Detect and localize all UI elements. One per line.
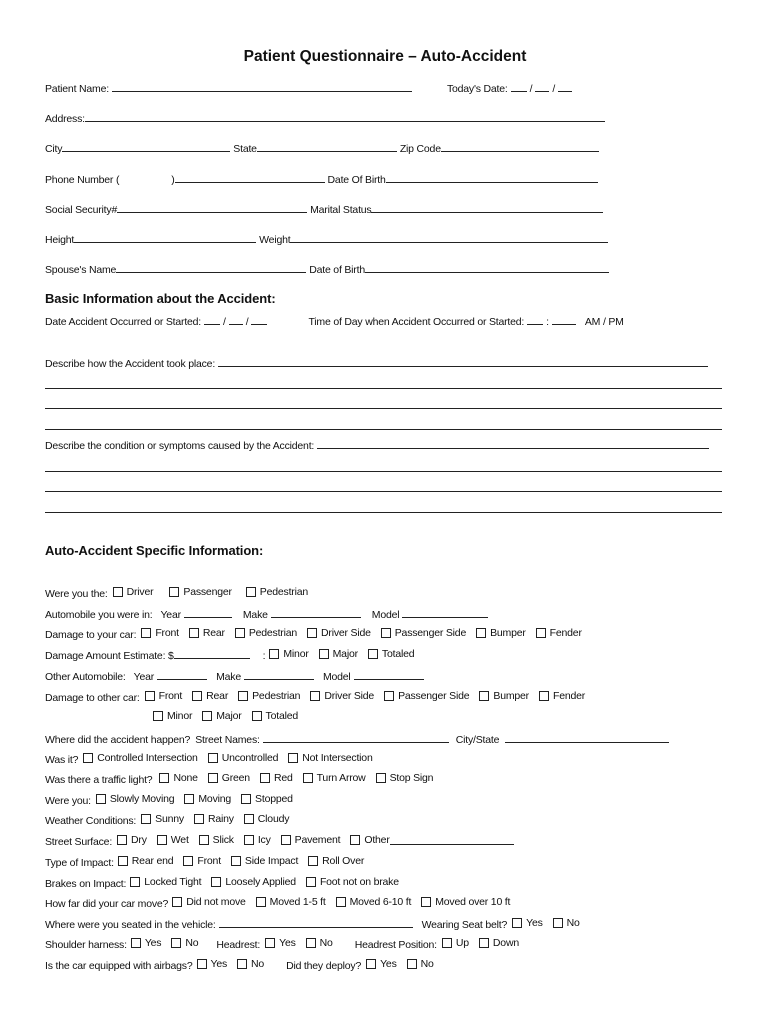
impact-row [45, 855, 374, 869]
checkbox[interactable] [319, 649, 329, 659]
patient-name-label: Patient Name: [45, 83, 109, 95]
headrest-down-option[interactable]: Down [479, 937, 519, 949]
city-field[interactable] [62, 141, 230, 152]
checkbox[interactable] [306, 877, 316, 887]
impact-front-option[interactable]: Front [183, 855, 221, 867]
slick-option[interactable]: Slick [199, 834, 234, 846]
seated-label: Where were you seated in the vehicle: [45, 919, 216, 931]
checkbox[interactable] [244, 814, 254, 824]
light-turn-arrow-option[interactable]: Turn Arrow [303, 772, 366, 784]
checkbox[interactable] [381, 628, 391, 638]
rainy-option[interactable]: Rainy [194, 813, 234, 825]
deploy-label: Did they deploy? [286, 960, 362, 972]
height-label: Height [45, 234, 75, 246]
checkbox[interactable] [442, 938, 452, 948]
symptoms-line-3[interactable] [45, 512, 722, 513]
year-label: Year [160, 609, 181, 621]
checkbox[interactable] [479, 938, 489, 948]
patient-name-row: Patient Name: Today's Date: / / [45, 81, 575, 95]
sunny-option[interactable]: Sunny [141, 813, 184, 825]
damage-pedestrian-option[interactable]: Pedestrian [235, 627, 297, 639]
brakes-label: Brakes on Impact: [45, 878, 127, 890]
harness-yes-option[interactable]: Yes [131, 937, 162, 949]
checkbox[interactable] [141, 814, 151, 824]
weight-label: Weight [259, 234, 291, 246]
moving-label: Were you: [45, 795, 91, 807]
light-none-option[interactable]: None [159, 772, 197, 784]
deploy-no-option[interactable]: No [407, 958, 434, 970]
other-totaled-option[interactable]: Totaled [252, 710, 298, 722]
passenger-option[interactable]: Passenger [169, 586, 231, 598]
headrest-label: Headrest: [216, 939, 261, 951]
checkbox[interactable] [172, 897, 182, 907]
checkbox[interactable] [539, 691, 549, 701]
where-row [45, 732, 672, 746]
other-driver-side-option[interactable]: Driver Side [310, 690, 374, 702]
other-fender-option[interactable]: Fender [539, 690, 585, 702]
todays-date-year[interactable] [558, 81, 572, 92]
marital-label: Marital Status [310, 204, 372, 216]
brakes-row [45, 876, 409, 890]
weather-row [45, 813, 299, 827]
state-label: State [233, 143, 257, 155]
headrest-yes-option[interactable]: Yes [265, 937, 296, 949]
checkbox[interactable] [553, 918, 563, 928]
other-model-field[interactable] [354, 669, 424, 680]
estimate-row: Damage Amount Estimate: $ : Minor Major Totaled [45, 648, 415, 662]
moving-row [45, 793, 303, 807]
describe-line-2[interactable] [45, 408, 722, 409]
checkbox[interactable] [117, 835, 127, 845]
estimate-field[interactable] [174, 648, 250, 659]
other-major-option[interactable]: Major [202, 710, 241, 722]
dry-option[interactable]: Dry [117, 834, 147, 846]
symptoms-field[interactable] [317, 438, 709, 449]
checkbox[interactable] [512, 918, 522, 928]
checkbox[interactable] [153, 711, 163, 721]
estimate-label: Damage Amount Estimate: $ [45, 650, 174, 662]
airbags-row [45, 958, 444, 972]
state-field[interactable] [257, 141, 397, 152]
accident-time-minute[interactable] [552, 314, 576, 325]
checkbox[interactable] [368, 649, 378, 659]
checkbox[interactable] [141, 628, 151, 638]
accident-time-label: Time of Day when Accident Occurred or Started: [308, 316, 525, 328]
accident-time-hour[interactable] [527, 314, 543, 325]
checkbox[interactable] [336, 897, 346, 907]
checkbox[interactable] [192, 691, 202, 701]
pavement-option[interactable]: Pavement [281, 834, 341, 846]
moved-1-5-option[interactable]: Moved 1-5 ft [256, 896, 326, 908]
roll-over-option[interactable]: Roll Over [308, 855, 364, 867]
checkbox[interactable] [407, 959, 417, 969]
checkbox[interactable] [235, 628, 245, 638]
side-impact-option[interactable]: Side Impact [231, 855, 298, 867]
checkbox[interactable] [376, 773, 386, 783]
damage-other-label: Damage to other car: [45, 692, 140, 704]
checkbox[interactable] [231, 856, 241, 866]
describe-row [45, 356, 711, 370]
seatbelt-no-option[interactable]: No [553, 917, 580, 929]
moving-option[interactable]: Moving [184, 793, 231, 805]
other-pedestrian-option[interactable]: Pedestrian [238, 690, 300, 702]
traffic-light-label: Was there a traffic light? [45, 774, 153, 786]
describe-field[interactable] [218, 356, 708, 367]
checkbox[interactable] [238, 691, 248, 701]
accident-date-row: Date Accident Occurred or Started: / / Time of Day when Accident Occurred or Started: : AM / PM [45, 316, 624, 328]
checkbox[interactable] [350, 835, 360, 845]
checkbox[interactable] [244, 835, 254, 845]
pedestrian-option[interactable]: Pedestrian [246, 586, 308, 598]
checkbox[interactable] [202, 711, 212, 721]
deploy-yes-option[interactable]: Yes [366, 958, 397, 970]
phone-label: Phone Number ( [45, 174, 120, 186]
dob-label: Date Of Birth [327, 174, 386, 186]
spouse-row [45, 262, 612, 276]
headrest-up-option[interactable]: Up [442, 937, 469, 949]
airbags-no-option[interactable]: No [237, 958, 264, 970]
checkbox[interactable] [194, 814, 204, 824]
airbags-label: Is the car equipped with airbags? [45, 960, 193, 972]
todays-date-label: Today's Date: [446, 83, 508, 95]
checkbox[interactable] [265, 938, 275, 948]
light-stop-sign-option[interactable]: Stop Sign [376, 772, 434, 784]
checkbox[interactable] [260, 773, 270, 783]
spouse-field[interactable] [116, 262, 306, 273]
checkbox[interactable] [303, 773, 313, 783]
symptoms-label: Describe the condition or symptoms caused by the Accident: [45, 440, 315, 452]
checkbox[interactable] [479, 691, 489, 701]
foot-not-on-brake-option[interactable]: Foot not on brake [306, 876, 399, 888]
distance-label: How far did your car move? [45, 898, 169, 910]
checkbox[interactable] [184, 794, 194, 804]
checkbox[interactable] [118, 856, 128, 866]
were-you-row [45, 586, 318, 600]
checkbox[interactable] [246, 587, 256, 597]
damage-passenger-side-option[interactable]: Passenger Side [381, 627, 466, 639]
wet-option[interactable]: Wet [157, 834, 189, 846]
city-row [45, 141, 602, 155]
stopped-option[interactable]: Stopped [241, 793, 293, 805]
moved-6-10-option[interactable]: Moved 6-10 ft [336, 896, 412, 908]
were-you-label: Were you the: [45, 588, 108, 600]
damage-car-row [45, 627, 592, 641]
checkbox[interactable] [421, 897, 431, 907]
headrest-no-option[interactable]: No [306, 937, 333, 949]
street-label: Street Names: [195, 734, 260, 746]
height-field[interactable] [74, 232, 256, 243]
checkbox[interactable] [83, 753, 93, 763]
checkbox[interactable] [159, 773, 169, 783]
damage-rear-option[interactable]: Rear [189, 627, 225, 639]
checkbox[interactable] [308, 856, 318, 866]
checkbox[interactable] [536, 628, 546, 638]
basic-info-heading: Basic Information about the Accident: [45, 291, 276, 306]
checkbox[interactable] [208, 773, 218, 783]
model-field[interactable] [402, 607, 488, 618]
zip-label: Zip Code [399, 143, 441, 155]
driver-option[interactable]: Driver [113, 586, 154, 598]
other-minor-option[interactable]: Minor [153, 710, 192, 722]
checkbox[interactable] [183, 856, 193, 866]
surface-label: Street Surface: [45, 836, 113, 848]
citystate-field[interactable] [505, 732, 669, 743]
seatbelt-label: Wearing Seat belt? [421, 919, 508, 931]
checkbox[interactable] [310, 691, 320, 701]
moved-over-10-option[interactable]: Moved over 10 ft [421, 896, 510, 908]
surface-row [45, 834, 517, 848]
seated-field[interactable] [219, 917, 413, 928]
harness-no-option[interactable]: No [171, 937, 198, 949]
rear-end-option[interactable]: Rear end [118, 855, 174, 867]
checkbox[interactable] [208, 753, 218, 763]
other-passenger-side-option[interactable]: Passenger Side [384, 690, 469, 702]
citystate-label: City/State [455, 734, 500, 746]
headrest-position-label: Headrest Position: [354, 939, 437, 951]
phone-field[interactable] [175, 172, 325, 183]
checkbox[interactable] [241, 794, 251, 804]
todays-date-month[interactable] [511, 81, 527, 92]
checkbox[interactable] [157, 835, 167, 845]
harness-label: Shoulder harness: [45, 939, 127, 951]
accident-date-month[interactable] [204, 314, 220, 325]
address-label: Address: [45, 113, 85, 125]
not-intersection-option[interactable]: Not Intersection [288, 752, 372, 764]
seatbelt-yes-option[interactable]: Yes [512, 917, 543, 929]
other-make-label: Make [216, 671, 241, 683]
checkbox[interactable] [281, 835, 291, 845]
model-label: Model [371, 609, 400, 621]
checkbox[interactable] [96, 794, 106, 804]
checkbox[interactable] [307, 628, 317, 638]
traffic-light-row [45, 772, 443, 786]
phone-close: ) [171, 174, 175, 186]
distance-row [45, 896, 520, 910]
damage-front-option[interactable]: Front [141, 627, 179, 639]
checkbox[interactable] [256, 897, 266, 907]
patient-name-field[interactable] [112, 81, 412, 92]
describe-label: Describe how the Accident took place: [45, 358, 216, 370]
other-rear-option[interactable]: Rear [192, 690, 228, 702]
damage-other-severity-row [153, 710, 308, 722]
checkbox[interactable] [113, 587, 123, 597]
impact-label: Type of Impact: [45, 857, 114, 869]
todays-date-day[interactable] [535, 81, 549, 92]
loosely-applied-option[interactable]: Loosely Applied [211, 876, 296, 888]
symptoms-line-1[interactable] [45, 471, 722, 472]
checkbox[interactable] [131, 938, 141, 948]
checkbox[interactable] [384, 691, 394, 701]
height-row [45, 232, 611, 246]
harness-row [45, 937, 529, 951]
other-surface-field[interactable] [390, 834, 514, 845]
checkbox[interactable] [269, 649, 279, 659]
damage-fender-option[interactable]: Fender [536, 627, 582, 639]
slowly-moving-option[interactable]: Slowly Moving [96, 793, 175, 805]
seated-row [45, 917, 590, 931]
accident-date-day[interactable] [229, 314, 243, 325]
estimate-totaled-option[interactable]: Totaled [368, 648, 414, 660]
weight-field[interactable] [290, 232, 608, 243]
address-field[interactable] [85, 111, 605, 122]
year-field[interactable] [184, 607, 232, 618]
checkbox[interactable] [306, 938, 316, 948]
phone-row [45, 172, 601, 186]
checkbox[interactable] [476, 628, 486, 638]
symptoms-row [45, 438, 712, 452]
controlled-intersection-option[interactable]: Controlled Intersection [83, 752, 197, 764]
estimate-major-option[interactable]: Major [319, 648, 358, 660]
damage-car-label: Damage to your car: [45, 629, 137, 641]
automobile-row [45, 607, 491, 621]
light-red-option[interactable]: Red [260, 772, 293, 784]
icy-option[interactable]: Icy [244, 834, 271, 846]
locked-tight-option[interactable]: Locked Tight [130, 876, 201, 888]
marital-field[interactable] [371, 202, 603, 213]
other-model-label: Model [322, 671, 351, 683]
automobile-label: Automobile you were in: [45, 609, 153, 621]
symptoms-line-2[interactable] [45, 491, 722, 492]
make-field[interactable] [271, 607, 361, 618]
checkbox[interactable] [366, 959, 376, 969]
other-bumper-option[interactable]: Bumper [479, 690, 529, 702]
ssn-row [45, 202, 606, 216]
airbags-yes-option[interactable]: Yes [197, 958, 228, 970]
estimate-minor-option[interactable]: Minor [269, 648, 308, 660]
other-front-option[interactable]: Front [145, 690, 183, 702]
describe-line-1[interactable] [45, 388, 722, 389]
am-pm-options[interactable]: AM / PM [584, 316, 624, 328]
damage-driver-side-option[interactable]: Driver Side [307, 627, 371, 639]
was-it-label: Was it? [45, 754, 79, 766]
ssn-label: Social Security# [45, 204, 118, 216]
specific-info-heading: Auto-Accident Specific Information: [45, 543, 264, 558]
damage-bumper-option[interactable]: Bumper [476, 627, 526, 639]
checkbox[interactable] [171, 938, 181, 948]
accident-date-label: Date Accident Occurred or Started: [45, 316, 202, 328]
address-row [45, 111, 608, 125]
checkbox[interactable] [288, 753, 298, 763]
checkbox[interactable] [237, 959, 247, 969]
zip-field[interactable] [441, 141, 599, 152]
dob-field[interactable] [386, 172, 598, 183]
checkbox[interactable] [189, 628, 199, 638]
checkbox[interactable] [252, 711, 262, 721]
other-year-label: Year [133, 671, 155, 683]
other-auto-row [45, 669, 427, 683]
checkbox[interactable] [211, 877, 221, 887]
page-title: Patient Questionnaire – Auto-Accident [243, 48, 527, 65]
was-it-row [45, 752, 383, 766]
other-surface-option[interactable]: Other [350, 834, 389, 846]
describe-line-3[interactable] [45, 429, 722, 430]
where-label: Where did the accident happen? [45, 734, 191, 746]
cloudy-option[interactable]: Cloudy [244, 813, 289, 825]
checkbox[interactable] [130, 877, 140, 887]
checkbox[interactable] [199, 835, 209, 845]
other-make-field[interactable] [244, 669, 314, 680]
spouse-dob-label: Date of Birth [309, 264, 365, 276]
street-field[interactable] [263, 732, 449, 743]
damage-other-row [45, 690, 595, 704]
checkbox[interactable] [145, 691, 155, 701]
checkbox[interactable] [169, 587, 179, 597]
city-label: City [45, 143, 63, 155]
make-label: Make [242, 609, 268, 621]
other-auto-label: Other Automobile: [45, 671, 126, 683]
checkbox[interactable] [197, 959, 207, 969]
weather-label: Weather Conditions: [45, 815, 137, 827]
spouse-label: Spouse's Name [45, 264, 117, 276]
accident-date-year[interactable] [251, 314, 267, 325]
did-not-move-option[interactable]: Did not move [172, 896, 245, 908]
light-green-option[interactable]: Green [208, 772, 250, 784]
spouse-dob-field[interactable] [365, 262, 609, 273]
ssn-field[interactable] [117, 202, 307, 213]
other-year-field[interactable] [157, 669, 207, 680]
uncontrolled-option[interactable]: Uncontrolled [208, 752, 279, 764]
